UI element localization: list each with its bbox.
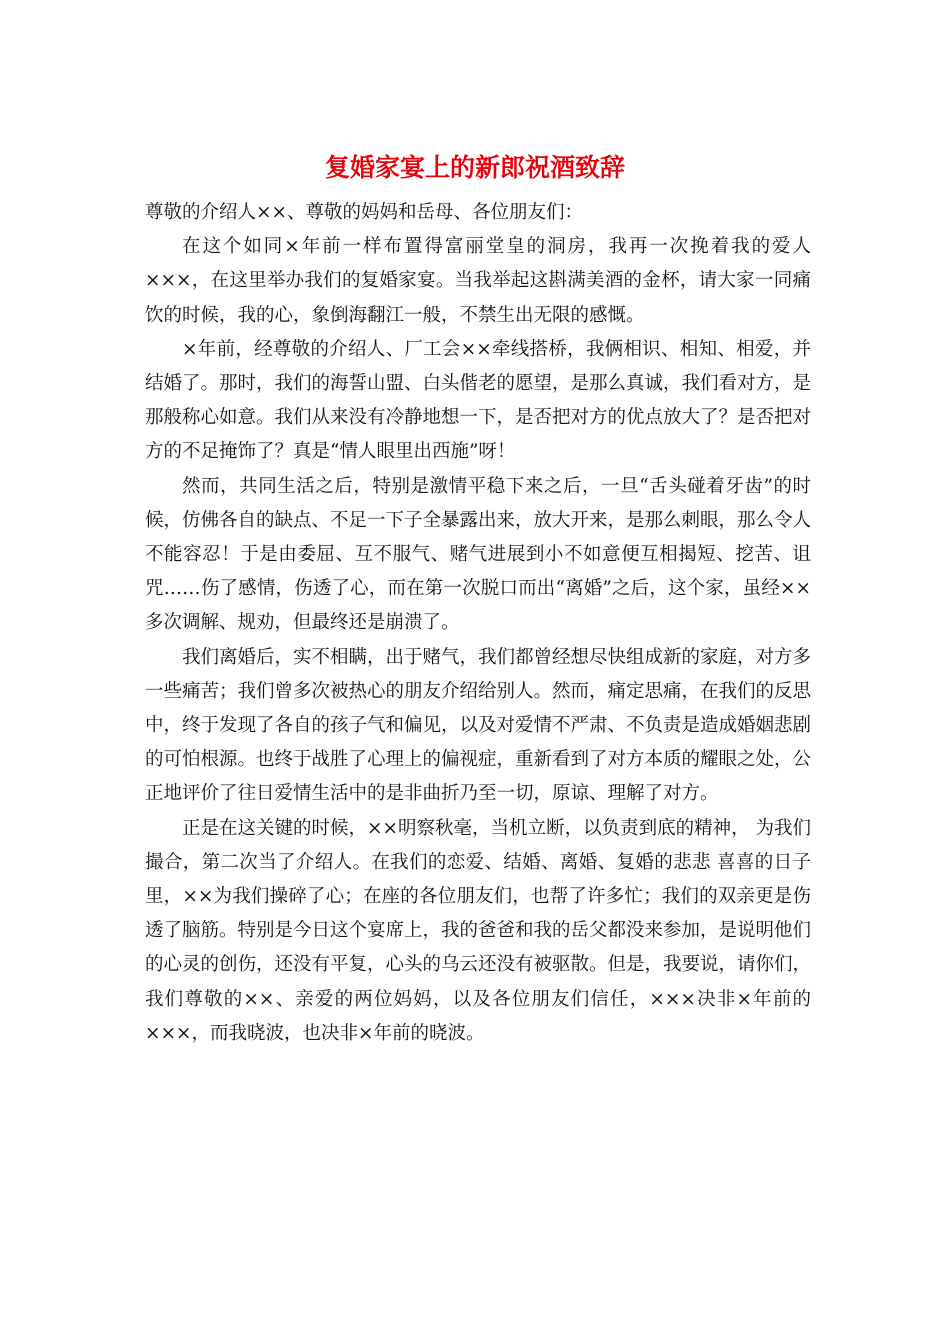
body-paragraph: 我们离婚后，实不相瞒，出于赌气，我们都曾经想尽快组成新的家庭，对方多一些痛苦；我们曾多次被热心的朋友介绍给别人。然而，痛定思痛，在我们的反思中，终于发现了各自的孩子气和偏见，以及对爱情不严肃、不负责是造成婚姻悲剧的可怕根源。也终于战胜了心理上的偏视症，重新看到了对方本质的耀眼之处，公正地评价了往日爱情生活中的是非曲折乃至一切，原谅、理解了对方。 (145, 646, 812, 805)
body-paragraph: 正是在这关键的时候，××明察秋毫，当机立断，以负责到底的精神， 为我们撮合，第二次当了介绍人。在我们的恋爱、结婚、离婚、复婚的悲悲 喜喜的日子里，××为我们操碎了心；在座的各位朋友们，也帮了许多忙；我们的双亲更是伤透了脑筋。特别是今日这个宴席上，我的爸爸和我的岳父都没来参加，是说明他们的心灵的创伤，还没有平复，心头的乌云还没有被驱散。但是，我要说，请你们，我们尊敬的××、亲爱的两位妈妈，以及各位朋友们信任，×××决非×年前的×××，而我晓波，也决非×年前的晓波。 (145, 817, 812, 1044)
document-title: 复婚家宴上的新郎祝酒致辞 (324, 153, 625, 182)
document-body (145, 196, 811, 1051)
body-paragraph: 然而，共同生活之后，特别是激情平稳下来之后，一旦“舌头碰着牙齿”的时候，仿佛各自的缺点、不足一下子全暴露出来，放大开来，是那么刺眼，那么令人不能容忍！于是由委屈、互不服气、赌气进展到小不如意便互相揭短、挖苦、诅咒……伤了感情，伤透了心，而在第一次脱口而出“离婚”之后，这个家，虽经××多次调解、规劝，但最终还是崩溃了。 (145, 475, 812, 634)
body-paragraph: ×年前，经尊敬的介绍人、厂工会××牵线搭桥，我俩相识、相知、相爱，并结婚了。那时，我们的海誓山盟、白头偕老的愿望，是那么真诚，我们看对方，是那般称心如意。我们从来没有冷静地想一下，是否把对方的优点放大了？是否把对方的不足掩饰了？真是“情人眼里出西施”呀！ (145, 338, 812, 463)
salutation-line: 尊敬的介绍人××、尊敬的妈妈和岳母、各位朋友们： (145, 202, 584, 223)
body-paragraph: 在这个如同×年前一样布置得富丽堂皇的洞房，我再一次挽着我的爱人×××，在这里举办我们的复婚家宴。当我举起这斟满美酒的金杯，请大家一同痛饮的时候，我的心，象倒海翻江一般，不禁生出无限的感慨。 (145, 236, 811, 326)
